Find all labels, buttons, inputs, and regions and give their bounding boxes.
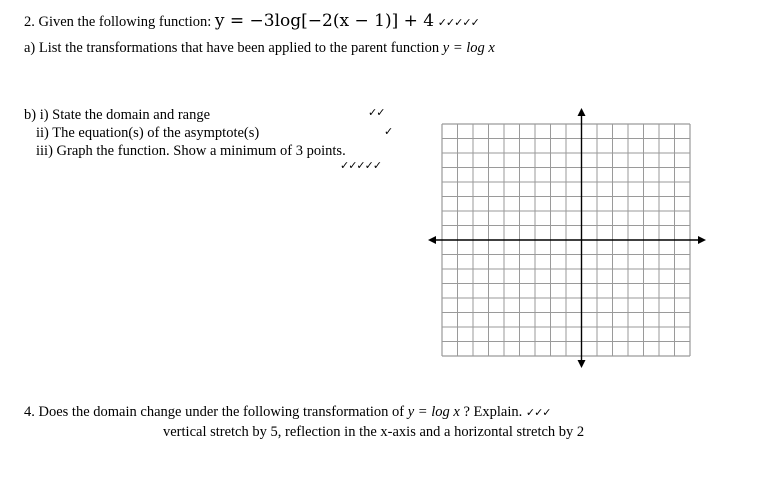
part-b-iii-marks: ✓✓✓✓✓ <box>340 159 382 172</box>
given-function: y = −3log[−2(x − 1)] + 4 <box>214 11 435 31</box>
question-4-prefix: 4. Does the domain change under the following transformation of <box>24 404 405 420</box>
question-4-marks: ✓✓✓ <box>525 406 551 419</box>
y-axis-down-arrow <box>578 360 586 368</box>
graph-grid <box>426 108 708 368</box>
question-2-marks: ✓✓✓✓✓ <box>437 16 479 29</box>
question-4-suffix: ? Explain. <box>463 404 523 420</box>
question-4-transformation: vertical stretch by 5, reflection in the x-axis and a horizontal stretch by 2 <box>163 424 585 440</box>
question-2-part-b-ii: ii) The equation(s) of the asymptote(s) <box>36 125 260 141</box>
graph-axes <box>428 108 706 368</box>
part-a-text: a) List the transformations that have been applied to the parent function <box>24 40 440 56</box>
question-2-prefix: 2. Given the following function: <box>24 14 212 30</box>
question-4-function: y = log x <box>407 404 460 420</box>
question-2-part-b-iii: iii) Graph the function. Show a minimum of 3 points. <box>36 143 346 159</box>
y-axis-up-arrow <box>578 108 586 116</box>
x-axis-right-arrow <box>698 236 706 244</box>
parent-function: y = log x <box>442 40 495 56</box>
part-b-ii-marks: ✓ <box>384 125 393 138</box>
question-2-heading <box>24 12 479 32</box>
part-b-i-marks: ✓✓ <box>368 106 385 119</box>
question-2-part-a <box>24 39 495 57</box>
question-4 <box>24 403 551 422</box>
x-axis-left-arrow <box>428 236 436 244</box>
question-2-part-b-i: b) i) State the domain and range <box>24 107 211 123</box>
